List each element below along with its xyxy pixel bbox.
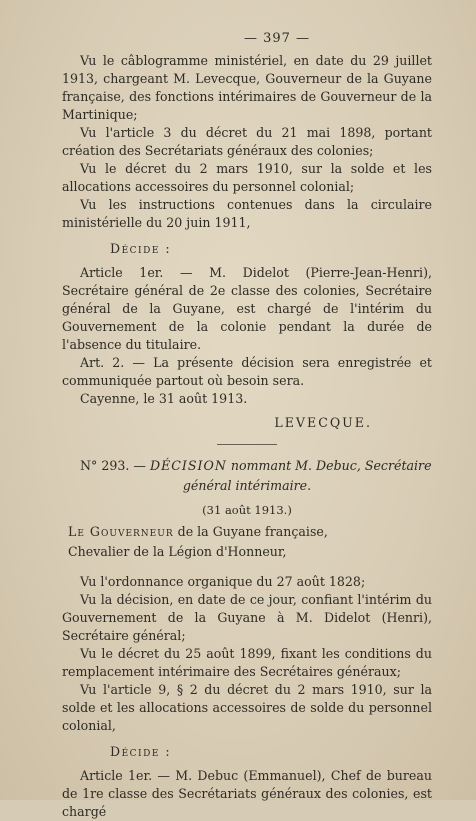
- decision-number: N° 293.: [80, 458, 130, 473]
- governor-line: [62, 523, 432, 541]
- decision-292-body: [62, 52, 432, 432]
- decide-heading-2: Décide :: [110, 744, 172, 759]
- paragraph-instructions: Vu les instructions contenues dans la circulaire ministérielle du 20 juin 1911,: [62, 197, 432, 230]
- article-1-debuc: Article 1er. — M. Debuc (Emmanuel), Chef de bureau de 1re classe des Secrétariats généraux des colonies, est chargé: [62, 768, 432, 819]
- decision-title-rest: nommant M. Debuc,: [230, 458, 361, 473]
- article-1: Article 1er. — M. Didelot (Pierre-Jean-Henri), Secrétaire général de 2e classe des colonies, Secrétaire général de la Guyane, est chargé de l'intérim du Gouvernement de la colonie pendant la durée de l'absence du titulaire.: [62, 265, 432, 352]
- decision-293: [62, 457, 432, 821]
- page-number: — 397 —: [243, 31, 311, 46]
- paragraph-cablegram: Vu le câblogramme ministériel, en date du 29 juillet 1913, chargeant M. Levecque, Gouverneur de la Guyane française, des fonctions intérimaires de Gouverneur de la Martinique;: [62, 53, 432, 122]
- honor-line: Chevalier de la Légion d'Honneur,: [68, 544, 287, 559]
- signature: LEVECQUE.: [274, 415, 372, 430]
- paragraph-article-3: Vu l'article 3 du décret du 21 mai 1898, portant création des Secrétariats généraux des colonies;: [62, 125, 432, 158]
- article-2: Art. 2. — La présente décision sera enregistrée et communiquée partout où besoin sera.: [62, 355, 432, 388]
- paragraph-ordonnance: Vu l'ordonnance organique du 27 août 1828;: [80, 574, 366, 589]
- decision-subtitle: général intérimaire.: [182, 478, 312, 493]
- paragraph-decree-1910: Vu le décret du 2 mars 1910, sur la solde et les allocations accessoires du personnel colonial;: [62, 161, 432, 194]
- decision-title-word: DÉCISION: [150, 458, 227, 473]
- decision-heading: [62, 457, 432, 475]
- section-divider: [217, 444, 277, 445]
- place-date: Cayenne, le 31 août 1913.: [80, 391, 248, 406]
- paragraph-decision: Vu la décision, en date de ce jour, confiant l'intérim du Gouvernement de la Guyane à M. Didelot (Henri), Secrétaire général;: [62, 592, 432, 643]
- decision-dash: —: [133, 458, 146, 473]
- decide-heading: Décide :: [110, 241, 172, 256]
- paragraph-article-9: Vu l'article 9, § 2 du décret du 2 mars 1910, sur la solde et les allocations accessoires de solde du personnel colonial,: [62, 682, 432, 733]
- decision-title-role: Secrétaire: [364, 458, 432, 473]
- governor-territory: de la Guyane française,: [177, 524, 328, 539]
- paragraph-decree-1899: Vu le décret du 25 août 1899, fixant les conditions du remplacement intérimaire des Secrétaires généraux;: [62, 646, 432, 679]
- governor-title: Le Gouverneur: [68, 524, 174, 539]
- decision-date: (31 août 1913.): [202, 503, 292, 517]
